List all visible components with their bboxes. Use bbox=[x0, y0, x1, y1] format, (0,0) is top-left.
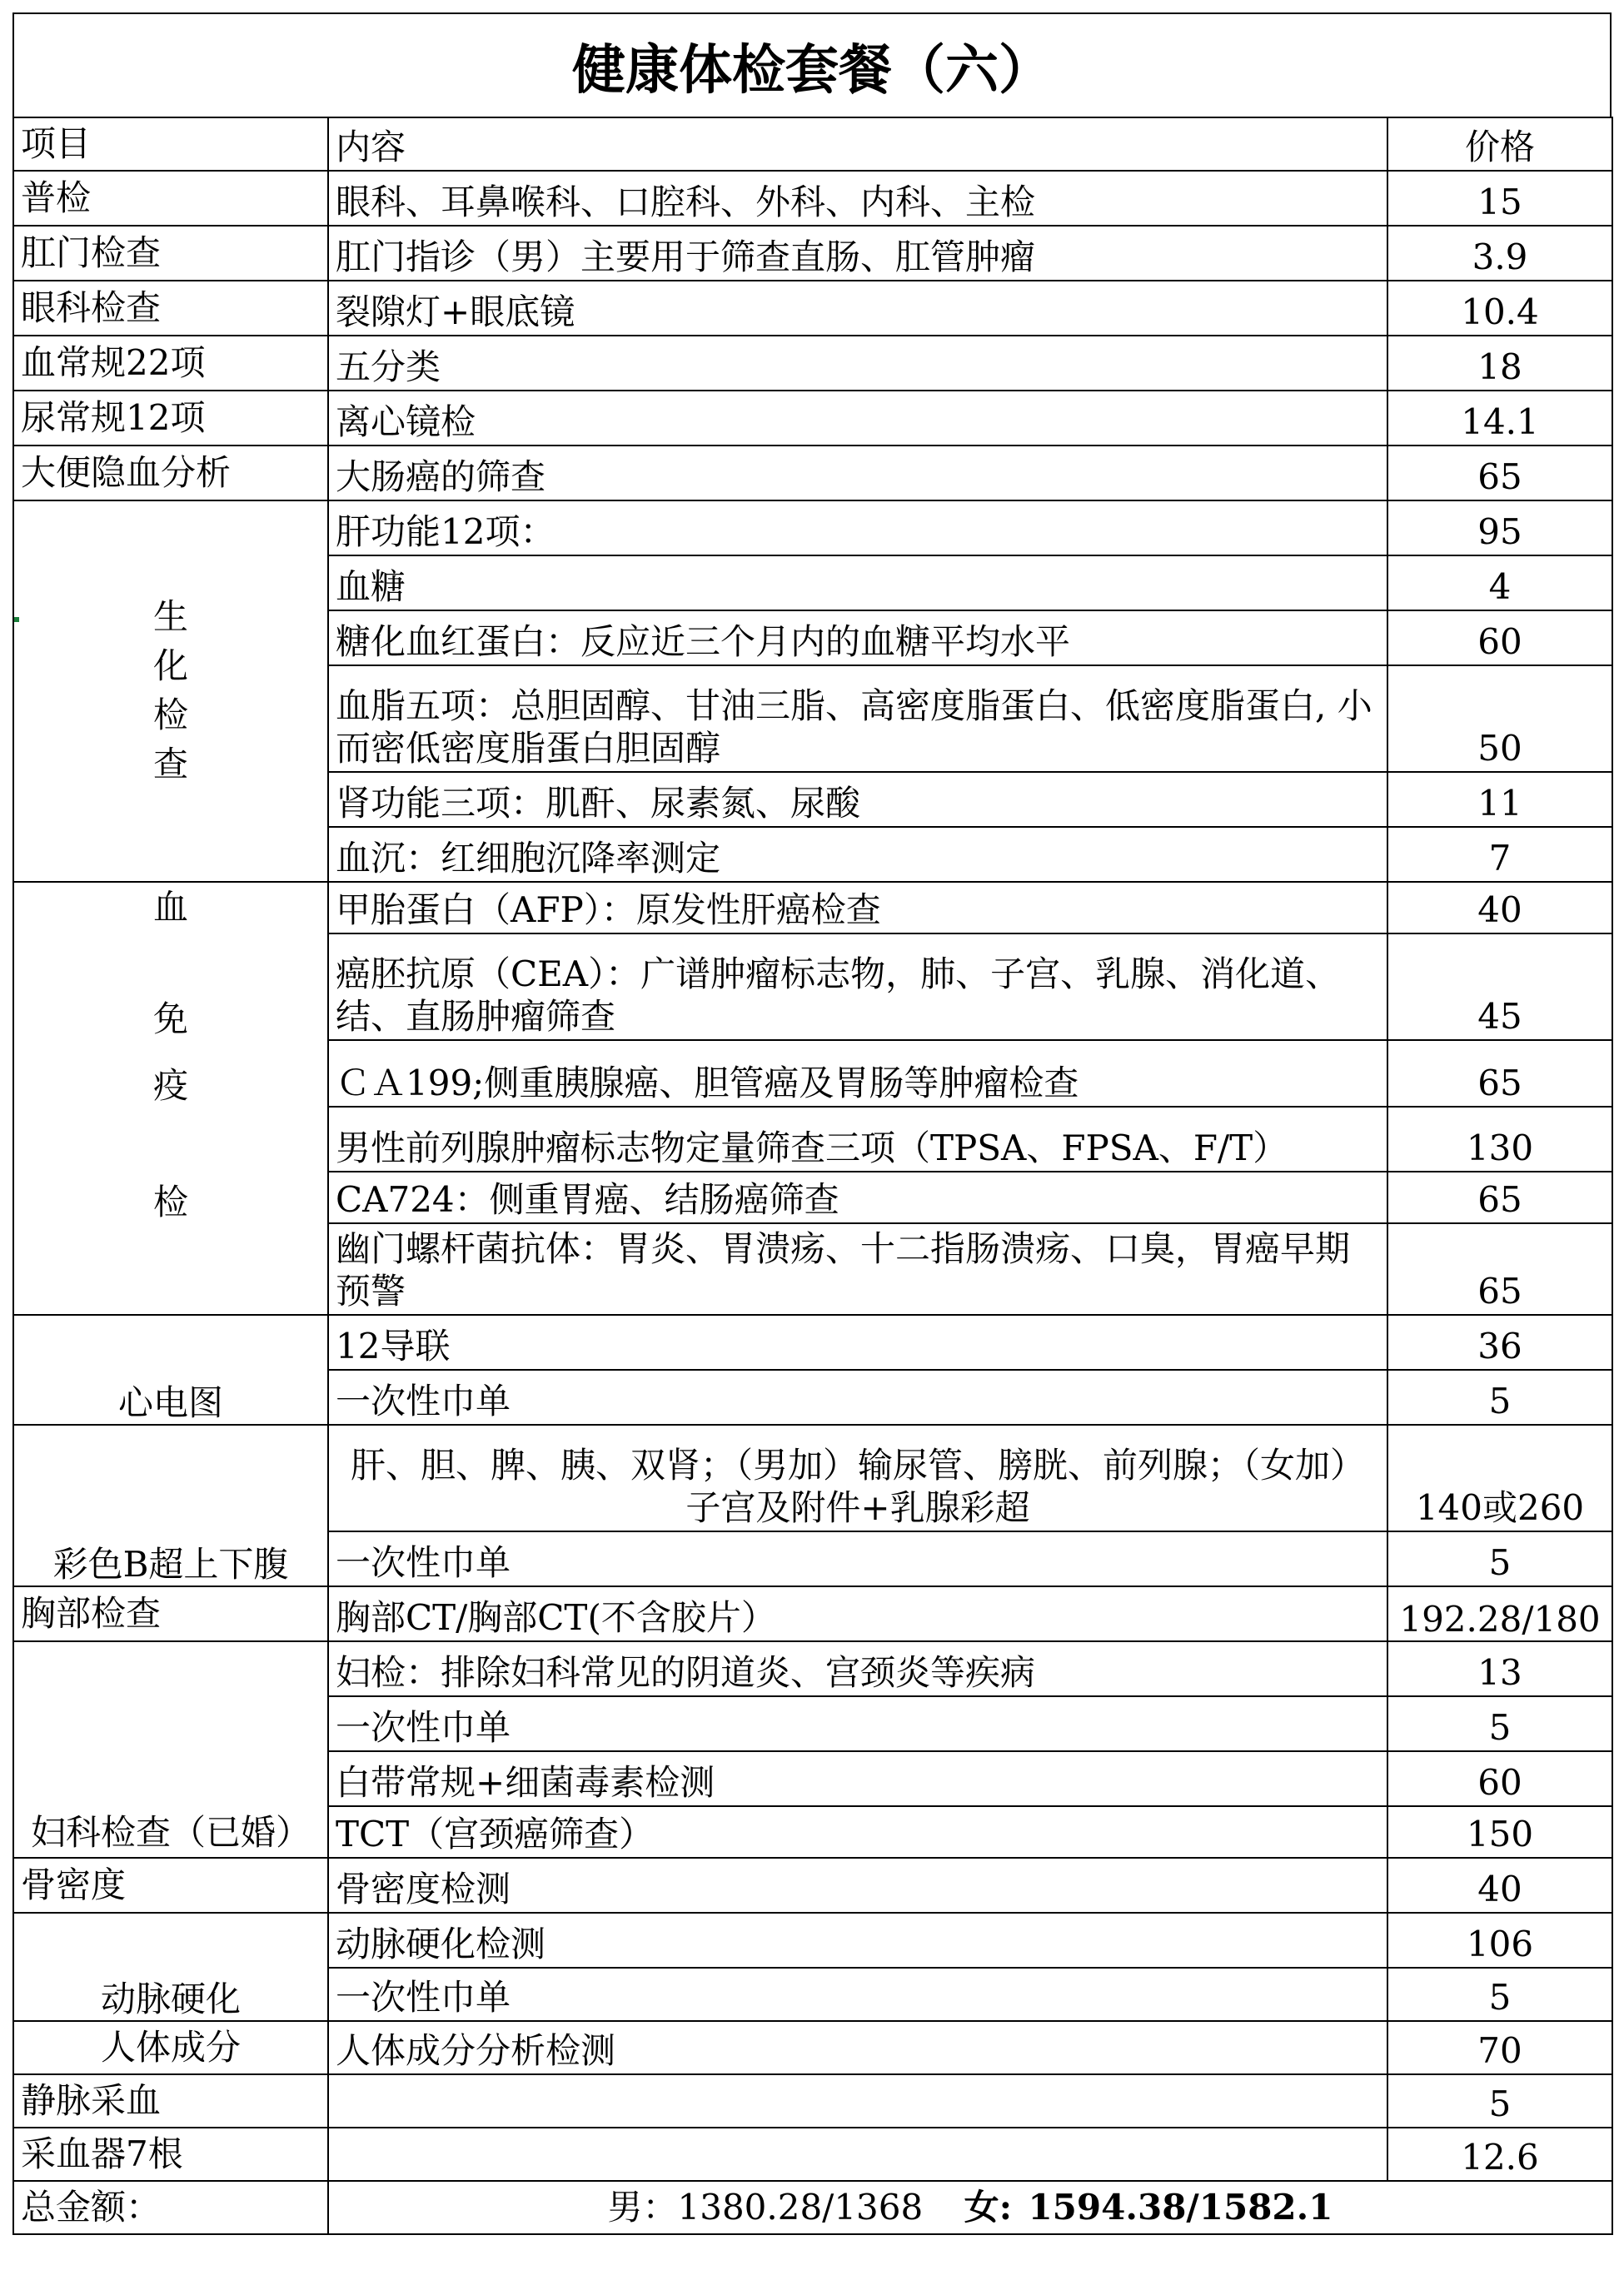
table-row bbox=[13, 1913, 1612, 1968]
price-cell: 3.9 bbox=[1387, 226, 1612, 281]
content-cell: 骨密度检测 bbox=[328, 1858, 1387, 1913]
content-cell: 血沉：红细胞沉降率测定 bbox=[328, 827, 1387, 882]
content-cell: 男性前列腺肿瘤标志物定量筛查三项（TPSA、FPSA、F/T） bbox=[328, 1107, 1387, 1172]
total-female-label: 女: bbox=[964, 2186, 1013, 2228]
content-cell: 一次性巾单 bbox=[328, 1968, 1387, 2021]
content-cell: 动脉硬化检测 bbox=[328, 1913, 1387, 1968]
price-cell: 70 bbox=[1387, 2021, 1612, 2074]
content-cell: 血脂五项：总胆固醇、甘油三脂、高密度脂蛋白、低密度脂蛋白, 小而密低密度脂蛋白胆固醇 bbox=[328, 665, 1387, 772]
price-cell: 15 bbox=[1387, 171, 1612, 226]
ecg-label: 心电图 bbox=[13, 1315, 328, 1425]
price-cell: 50 bbox=[1387, 665, 1612, 772]
content-cell: 甲胎蛋白（AFP）：原发性肝癌检查 bbox=[328, 882, 1387, 933]
header-price: 价格 bbox=[1387, 117, 1612, 171]
content-cell bbox=[328, 2074, 1387, 2128]
content-cell: 五分类 bbox=[328, 336, 1387, 391]
price-cell: 150 bbox=[1387, 1806, 1612, 1858]
price-cell: 95 bbox=[1387, 500, 1612, 555]
item-cell: 眼科检查 bbox=[13, 281, 328, 336]
price-cell: 7 bbox=[1387, 827, 1612, 882]
price-cell: 60 bbox=[1387, 610, 1612, 665]
content-cell: 肾功能三项：肌酐、尿素氮、尿酸 bbox=[328, 772, 1387, 827]
table-row bbox=[13, 2074, 1612, 2128]
price-cell: 11 bbox=[1387, 772, 1612, 827]
table-row bbox=[13, 1107, 1612, 1172]
biochem-label-char: 生 bbox=[152, 596, 188, 638]
table-row bbox=[13, 1223, 1612, 1315]
biochem-label-char: 化 bbox=[152, 645, 188, 687]
content-cell: 肛门指诊（男）主要用于筛查直肠、肛管肿瘤 bbox=[328, 226, 1387, 281]
table-row bbox=[13, 933, 1612, 1040]
price-cell: 18 bbox=[1387, 336, 1612, 391]
content-cell: ＣＡ199;侧重胰腺癌、胆管癌及胃肠等肿瘤检查 bbox=[328, 1040, 1387, 1107]
price-cell: 4 bbox=[1387, 555, 1612, 610]
price-cell: 65 bbox=[1387, 1172, 1612, 1223]
item-cell: 血常规22项 bbox=[13, 336, 328, 391]
content-cell: 人体成分分析检测 bbox=[328, 2021, 1387, 2074]
package-table bbox=[12, 117, 1613, 2235]
item-cell: 普检 bbox=[13, 171, 328, 226]
total-values bbox=[328, 2181, 1612, 2234]
item-cell: 肛门检查 bbox=[13, 226, 328, 281]
table-row bbox=[13, 336, 1612, 391]
content-cell: 一次性巾单 bbox=[328, 1531, 1387, 1586]
price-cell: 60 bbox=[1387, 1751, 1612, 1806]
price-cell: 65 bbox=[1387, 1223, 1612, 1315]
price-cell: 10.4 bbox=[1387, 281, 1612, 336]
price-cell: 130 bbox=[1387, 1107, 1612, 1172]
price-cell: 5 bbox=[1387, 1370, 1612, 1425]
price-cell: 13 bbox=[1387, 1641, 1612, 1696]
total-label: 总金额： bbox=[13, 2181, 328, 2234]
item-cell: 采血器7根 bbox=[13, 2128, 328, 2181]
table-row bbox=[13, 281, 1612, 336]
item-cell: 静脉采血 bbox=[13, 2074, 328, 2128]
table-row bbox=[13, 882, 1612, 933]
content-cell: 癌胚抗原（CEA）：广谱肿瘤标志物，肺、子宫、乳腺、消化道、结、直肠肿瘤筛查 bbox=[328, 933, 1387, 1040]
price-cell: 5 bbox=[1387, 1968, 1612, 2021]
price-cell: 5 bbox=[1387, 1531, 1612, 1586]
content-cell: 一次性巾单 bbox=[328, 1370, 1387, 1425]
item-cell: 尿常规12项 bbox=[13, 391, 328, 446]
price-cell: 5 bbox=[1387, 1696, 1612, 1751]
table-row bbox=[13, 1586, 1612, 1641]
gyn-label: 妇科检查（已婚） bbox=[13, 1641, 328, 1858]
content-cell: 大肠癌的筛查 bbox=[328, 446, 1387, 500]
artery-label: 动脉硬化 bbox=[13, 1913, 328, 2021]
content-cell bbox=[328, 2128, 1387, 2181]
content-cell: 妇检：排除妇科常见的阴道炎、宫颈炎等疾病 bbox=[328, 1641, 1387, 1696]
price-cell: 192.28/180 bbox=[1387, 1586, 1612, 1641]
biochem-label-char: 检 bbox=[152, 694, 188, 735]
total-male: 男：1380.28/1368 bbox=[607, 2186, 924, 2228]
content-cell: 血糖 bbox=[328, 555, 1387, 610]
content-cell: 12导联 bbox=[328, 1315, 1387, 1370]
table-row bbox=[13, 1858, 1612, 1913]
price-cell: 65 bbox=[1387, 1040, 1612, 1107]
content-cell: 离心镜检 bbox=[328, 391, 1387, 446]
header-row bbox=[13, 117, 1612, 171]
price-cell: 65 bbox=[1387, 446, 1612, 500]
item-cell: 骨密度 bbox=[13, 1858, 328, 1913]
immuno-label-char: 检 bbox=[13, 1172, 328, 1223]
total-female-value: 1594.38/1582.1 bbox=[1028, 2186, 1333, 2228]
content-cell: 肝功能12项： bbox=[328, 500, 1387, 555]
page-title: 健康体检套餐（六） bbox=[12, 12, 1612, 117]
table-row bbox=[13, 446, 1612, 500]
item-cell: 大便隐血分析 bbox=[13, 446, 328, 500]
price-cell: 140或260 bbox=[1387, 1425, 1612, 1531]
table-row bbox=[13, 171, 1612, 226]
immuno-spacer bbox=[13, 1107, 328, 1172]
content-cell: TCT（宫颈癌筛查） bbox=[328, 1806, 1387, 1858]
immuno-label-char: 免 bbox=[13, 933, 328, 1040]
table-row bbox=[13, 1040, 1612, 1107]
table-row bbox=[13, 1641, 1612, 1696]
header-item: 项目 bbox=[13, 117, 328, 171]
price-cell: 40 bbox=[1387, 1858, 1612, 1913]
header-content: 内容 bbox=[328, 117, 1387, 171]
content-cell: 肝、胆、脾、胰、双肾；（男加）输尿管、膀胱、前列腺；（女加）子宫及附件+乳腺彩超 bbox=[328, 1425, 1387, 1531]
table-row bbox=[13, 500, 1612, 555]
table-row bbox=[13, 1172, 1612, 1223]
ultrasound-label: 彩色B超上下腹 bbox=[13, 1425, 328, 1586]
price-cell: 14.1 bbox=[1387, 391, 1612, 446]
content-cell: 白带常规+细菌毒素检测 bbox=[328, 1751, 1387, 1806]
content-cell: 一次性巾单 bbox=[328, 1696, 1387, 1751]
immuno-label-char: 疫 bbox=[13, 1040, 328, 1107]
price-cell: 106 bbox=[1387, 1913, 1612, 1968]
table-row bbox=[13, 226, 1612, 281]
price-cell: 45 bbox=[1387, 933, 1612, 1040]
content-cell: 裂隙灯+眼底镜 bbox=[328, 281, 1387, 336]
table-row bbox=[13, 391, 1612, 446]
content-cell: 糖化血红蛋白：反应近三个月内的血糖平均水平 bbox=[328, 610, 1387, 665]
price-cell: 5 bbox=[1387, 2074, 1612, 2128]
total-row bbox=[13, 2181, 1612, 2234]
item-cell: 人体成分 bbox=[13, 2021, 328, 2074]
price-cell: 36 bbox=[1387, 1315, 1612, 1370]
immuno-spacer bbox=[13, 1223, 328, 1315]
content-cell: 眼科、耳鼻喉科、口腔科、外科、内科、主检 bbox=[328, 171, 1387, 226]
biochem-label bbox=[13, 500, 328, 882]
cell-marker-icon bbox=[14, 617, 19, 622]
total-female bbox=[964, 2187, 1333, 2228]
table-row bbox=[13, 1315, 1612, 1370]
content-cell: CA724：侧重胃癌、结肠癌筛查 bbox=[328, 1172, 1387, 1223]
price-cell: 40 bbox=[1387, 882, 1612, 933]
price-cell: 12.6 bbox=[1387, 2128, 1612, 2181]
table-row bbox=[13, 1425, 1612, 1531]
table-row bbox=[13, 2021, 1612, 2074]
price-sheet bbox=[12, 12, 1612, 2261]
table-row bbox=[13, 2128, 1612, 2181]
biochem-label-char: 查 bbox=[152, 743, 188, 784]
content-cell: 幽门螺杆菌抗体：胃炎、胃溃疡、十二指肠溃疡、口臭，胃癌早期预警 bbox=[328, 1223, 1387, 1315]
item-cell: 胸部检查 bbox=[13, 1586, 328, 1641]
immuno-label-char: 血 bbox=[13, 882, 328, 933]
content-cell: 胸部CT/胸部CT(不含胶片） bbox=[328, 1586, 1387, 1641]
